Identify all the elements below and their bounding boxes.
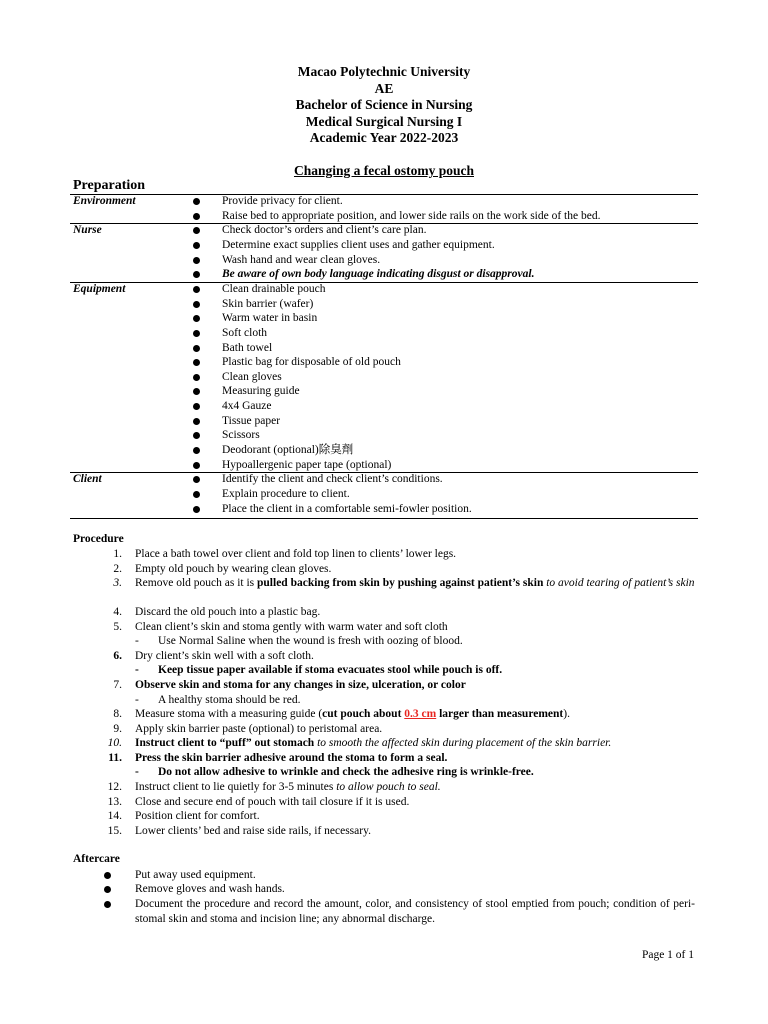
- step-number: 4.: [113, 606, 122, 618]
- bullet-icon: [193, 491, 200, 498]
- step-text: Empty old pouch by wearing clean gloves.: [135, 563, 332, 575]
- preparation-row: [0, 311, 768, 326]
- preparation-item: Check doctor’s orders and client’s care plan.: [222, 224, 427, 237]
- preparation-item: Clean gloves: [222, 370, 282, 383]
- bullet-icon: [193, 374, 200, 381]
- preparation-item: Deodorant (optional)除臭劑: [222, 444, 354, 457]
- step-text: Press the skin barrier adhesive around the stoma to form a seal.: [135, 752, 448, 764]
- bullet-icon: [193, 271, 200, 278]
- bullet-icon: [193, 213, 200, 220]
- preparation-row: [0, 341, 768, 356]
- category-label: Equipment: [73, 282, 126, 295]
- step-text: Close and secure end of pouch with tail closure if it is used.: [135, 796, 410, 808]
- preparation-row: [0, 370, 768, 385]
- bullet-icon: [193, 462, 200, 469]
- preparation-item: Hypoallergenic paper tape (optional): [222, 458, 392, 471]
- bullet-icon: [193, 388, 200, 395]
- preparation-item: Measuring guide: [222, 385, 300, 398]
- step-number: 11.: [108, 752, 122, 764]
- preparation-row: [0, 297, 768, 312]
- preparation-row: [0, 443, 768, 458]
- preparation-row: [0, 194, 768, 209]
- preparation-row: [0, 355, 768, 370]
- preparation-row: [0, 399, 768, 414]
- step-number: 5.: [113, 621, 122, 633]
- preparation-item: Identify the client and check client’s conditions.: [222, 473, 443, 486]
- bullet-icon: [104, 872, 111, 879]
- step-number: 12.: [107, 781, 122, 793]
- substep-text: Do not allow adhesive to wrinkle and check the adhesive ring is wrinkle-free.: [158, 766, 534, 778]
- preparation-row: [0, 428, 768, 443]
- bullet-icon: [193, 432, 200, 439]
- step-text: Instruct client to “puff” out stomach to smooth the affected skin during placement of the skin barrier.: [135, 737, 612, 749]
- bullet-icon: [193, 330, 200, 337]
- preparation-item: Bath towel: [222, 341, 273, 354]
- measurement-highlight: 0.3 cm: [404, 708, 437, 720]
- page-number: Page 1 of 1: [641, 949, 694, 961]
- step-text: Measure stoma with a measuring guide (cut pouch about 0.3 cm larger than measurement).: [135, 708, 570, 720]
- preparation-row: [0, 282, 768, 297]
- step-text: Apply skin barrier paste (optional) to peristomal area.: [135, 723, 383, 735]
- bullet-icon: [193, 447, 200, 454]
- university-name: Macao Polytechnic University: [297, 64, 471, 79]
- preparation-row: [0, 253, 768, 268]
- program-name: Bachelor of Science in Nursing: [295, 97, 473, 112]
- step-number: 13.: [107, 796, 122, 808]
- step-text: Discard the old pouch into a plastic bag.: [135, 606, 321, 618]
- substep-dash: -: [135, 635, 139, 647]
- preparation-row: [0, 414, 768, 429]
- document-header: [0, 64, 768, 147]
- substep-dash: -: [135, 694, 139, 706]
- preparation-item: Warm water in basin: [222, 312, 318, 325]
- step-number: 2.: [113, 563, 122, 575]
- preparation-row: [0, 326, 768, 341]
- substep-dash: -: [135, 664, 139, 676]
- bullet-icon: [193, 257, 200, 264]
- step-number: 1.: [113, 548, 122, 560]
- preparation-item: Determine exact supplies client uses and gather equipment.: [222, 238, 495, 251]
- category-label: Client: [73, 473, 102, 486]
- step-number: 3.: [113, 577, 122, 589]
- preparation-item: Skin barrier (wafer): [222, 297, 314, 310]
- step-number: 8.: [113, 708, 122, 720]
- bullet-icon: [193, 242, 200, 249]
- step-text: Place a bath towel over client and fold top linen to clients’ lower legs.: [135, 548, 457, 560]
- bullet-icon: [104, 901, 111, 908]
- preparation-item: Raise bed to appropriate position, and lower side rails on the work side of the bed.: [222, 209, 601, 222]
- step-text: Clean client’s skin and stoma gently with warm water and soft cloth: [135, 621, 448, 633]
- substep-text: Use Normal Saline when the wound is fresh with oozing of blood.: [158, 635, 463, 647]
- aftercare-text: Remove gloves and wash hands.: [135, 883, 285, 895]
- preparation-item: Explain procedure to client.: [222, 488, 350, 500]
- step-number: 14.: [107, 810, 122, 822]
- bullet-icon: [193, 403, 200, 410]
- bullet-icon: [193, 315, 200, 322]
- bullet-icon: [193, 359, 200, 366]
- preparation-item: Wash hand and wear clean gloves.: [222, 253, 381, 266]
- step-text: Instruct client to lie quietly for 3-5 minutes to allow pouch to seal.: [135, 781, 441, 793]
- step-number: 10.: [107, 737, 122, 749]
- preparation-row: [0, 223, 768, 238]
- step-text: Lower clients’ bed and raise side rails, if necessary.: [135, 825, 371, 837]
- bullet-icon: [193, 345, 200, 352]
- preparation-item: Scissors: [222, 429, 260, 442]
- preparation-item: Provide privacy for client.: [222, 195, 343, 207]
- category-label: Nurse: [73, 224, 102, 237]
- bullet-icon: [104, 886, 111, 893]
- preparation-item: Clean drainable pouch: [222, 282, 326, 295]
- bullet-icon: [193, 286, 200, 293]
- bullet-icon: [193, 301, 200, 308]
- procedure-heading: Procedure: [73, 533, 124, 545]
- bullet-icon: [193, 418, 200, 425]
- preparation-row: [0, 238, 768, 253]
- substep-text: A healthy stoma should be red.: [158, 694, 301, 706]
- preparation-row: [0, 472, 768, 487]
- step-text: Observe skin and stoma for any changes in size, ulceration, or color: [135, 679, 466, 691]
- preparation-row: [0, 487, 768, 502]
- preparation-heading: Preparation: [73, 178, 146, 193]
- bullet-icon: [193, 227, 200, 234]
- aftercare-heading: Aftercare: [73, 853, 120, 865]
- aftercare-text: Put away used equipment.: [135, 869, 256, 881]
- bullet-icon: [193, 506, 200, 513]
- substep-text: Keep tissue paper available if stoma evacuates stool while pouch is off.: [158, 664, 503, 676]
- substep-dash: -: [135, 766, 139, 778]
- step-number: 15.: [107, 825, 122, 837]
- aftercare-text: Document the procedure and record the amount, color, and consistency of stool emptied from pouch; condition of peri-stomal skin and stoma and incision line; any abnormal discharge.: [135, 898, 695, 925]
- step-text: Position client for comfort.: [135, 810, 260, 822]
- preparation-item: Be aware of own body language indicating disgust or disapproval.: [222, 268, 535, 281]
- step-number: 9.: [113, 723, 122, 735]
- preparation-row: [0, 458, 768, 473]
- academic-year: Academic Year 2022-2023: [309, 130, 459, 145]
- school-code: AE: [374, 80, 394, 96]
- step-text: Remove old pouch as it is pulled backing from skin by pushing against patient’s skin to avoid tearing of patient’s skin: [135, 577, 695, 589]
- preparation-row: [0, 209, 768, 224]
- preparation-row: [0, 267, 768, 282]
- preparation-item: Soft cloth: [222, 326, 268, 339]
- bullet-icon: [193, 198, 200, 205]
- table-divider: [70, 518, 698, 519]
- course-name: Medical Surgical Nursing I: [305, 113, 463, 129]
- preparation-item: Plastic bag for disposable of old pouch: [222, 356, 401, 369]
- bullet-icon: [193, 476, 200, 483]
- step-number: 6.: [113, 650, 122, 662]
- preparation-item: Tissue paper: [222, 414, 281, 427]
- preparation-item: 4x4 Gauze: [222, 400, 272, 413]
- step-text: Dry client’s skin well with a soft cloth.: [135, 650, 314, 662]
- document-title: Changing a fecal ostomy pouch: [293, 163, 474, 178]
- preparation-row: [0, 502, 768, 517]
- preparation-row: [0, 384, 768, 399]
- category-label: Environment: [73, 195, 136, 207]
- preparation-item: Place the client in a comfortable semi-fowler position.: [222, 502, 472, 515]
- step-number: 7.: [113, 679, 122, 691]
